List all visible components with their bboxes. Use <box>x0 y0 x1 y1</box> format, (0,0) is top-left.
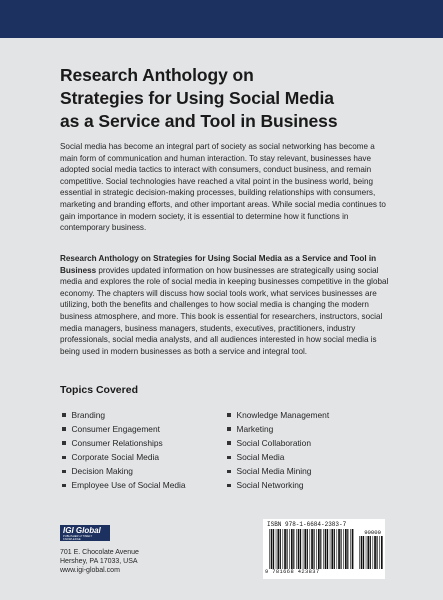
bullet-icon <box>227 441 231 445</box>
bullet-icon <box>227 470 231 474</box>
bullet-icon <box>62 427 66 431</box>
title-line-1: Research Anthology on <box>60 65 254 85</box>
barcode-bar <box>345 529 347 569</box>
description-paragraph-2-text: provides updated information on how businesses are strategically using social media and explores the role of social media in keeping businesses competitive in the global economy. The chapters will discuss how social tools work, what services businesses are utilizing, both the benefits and challenges to how social media is changing the modern business atmosphere, and more. This book is essential for researchers, instructors, social media managers, business managers, students, executives, practitioners, industry professionals, social media analysts, and all audiences interested in how social media is being used in modern businesses as both a service and integral tool. <box>60 265 389 356</box>
barcode-bar <box>310 529 311 569</box>
publisher-logo <box>60 525 110 541</box>
barcode-bar <box>347 529 348 569</box>
topic-label: Consumer Engagement <box>71 424 160 435</box>
bullet-icon <box>62 470 66 474</box>
barcode-bar <box>298 529 300 569</box>
topic-item <box>227 478 329 492</box>
isbn-label: ISBN 978-1-6684-2383-7 <box>267 521 347 528</box>
topic-label: Marketing <box>236 424 274 435</box>
barcode-bar <box>374 536 376 569</box>
barcode-bar <box>277 529 279 569</box>
barcode-bar <box>343 529 344 569</box>
price-code: 90000 <box>364 529 381 536</box>
address-city: Hershey, PA 17033, USA <box>60 558 138 566</box>
barcode-bar <box>273 529 274 569</box>
logo-name: IGI Global <box>63 525 101 535</box>
bullet-icon <box>62 456 66 460</box>
topic-label: Employee Use of Social Media <box>71 480 186 491</box>
barcode-digits: 9 781668 423837 <box>265 569 320 575</box>
barcode-bar <box>287 529 288 569</box>
bullet-icon <box>62 441 66 445</box>
topic-label: Decision Making <box>71 466 133 477</box>
topics-heading: Topics Covered <box>60 384 138 396</box>
barcode-bar <box>370 536 371 569</box>
top-color-band <box>0 0 443 38</box>
barcode-bar <box>377 536 378 569</box>
barcode-bar <box>291 529 293 569</box>
barcode-bar <box>327 529 328 569</box>
barcode-bar <box>271 529 273 569</box>
topic-label: Consumer Relationships <box>71 438 163 449</box>
barcode-bar <box>289 529 290 569</box>
barcode-bar <box>361 536 363 569</box>
barcode-bar <box>338 529 340 569</box>
barcode-bar <box>381 536 383 569</box>
barcode-bar <box>314 529 315 569</box>
address-street: 701 E. Chocolate Avenue <box>60 549 139 556</box>
bullet-icon <box>62 484 66 488</box>
topic-item <box>227 436 329 450</box>
barcode-bar <box>367 536 369 569</box>
barcode-bar <box>330 529 331 569</box>
barcode-bar <box>323 529 324 569</box>
barcode-bar <box>318 529 320 569</box>
barcode-bar <box>352 529 354 569</box>
barcode-bar <box>366 536 367 569</box>
barcode-bar <box>303 529 304 569</box>
bullet-icon <box>227 427 231 431</box>
topic-item <box>62 422 186 436</box>
topic-label: Social Collaboration <box>236 438 311 449</box>
topic-label: Social Media <box>236 452 285 463</box>
bullet-icon <box>62 413 66 417</box>
barcode-bar <box>304 529 306 569</box>
logo-tagline: PUBLISHER of TIMELY KNOWLEDGE <box>63 534 93 541</box>
barcode-bar <box>300 529 301 569</box>
barcode-bar <box>373 536 374 569</box>
bullet-icon <box>227 484 231 488</box>
barcode-bar <box>359 536 360 569</box>
barcode-bar <box>280 529 281 569</box>
barcode-bar <box>341 529 342 569</box>
description-paragraph-2 <box>60 253 390 357</box>
topic-label: Corporate Social Media <box>71 452 160 463</box>
topic-item <box>227 464 329 478</box>
description-bold-title: Research Anthology on Strategies for Using Social Media as a Service and Tool in Business <box>60 254 377 275</box>
barcode-bar <box>307 529 308 569</box>
barcode-bar <box>296 529 297 569</box>
description-paragraph-1: Social media has become an integral part of society as social networking has become a main form of communication and human interaction. To stay relevant, businesses have adopted social media tactics to interact with consumers, conduct business, and remain competitive. Social technologies have reached a vital point in the business world, being essential in strategic decision-making processes, building relationships with consumers, marketing and branding efforts, and other important areas. While social media continues to gain importance in modern society, it is essential to determine how it functions in contemporary business. <box>60 142 386 233</box>
barcode-bar <box>276 529 277 569</box>
barcode-bar <box>269 529 270 569</box>
publisher-website: www.igi-global.com <box>60 567 120 575</box>
barcode-bar <box>283 529 284 569</box>
barcode-bar <box>331 529 333 569</box>
barcode-bar <box>316 529 317 569</box>
topic-label: Social Media Mining <box>236 466 312 477</box>
barcode-bar <box>379 536 380 569</box>
isbn-barcode <box>263 519 385 579</box>
barcode-bar <box>337 529 338 569</box>
topic-item <box>227 450 329 464</box>
barcode-bar <box>350 529 351 569</box>
topics-list-right <box>227 408 329 493</box>
barcode-bar <box>363 536 364 569</box>
topic-label: Knowledge Management <box>236 410 330 420</box>
book-title <box>60 64 400 133</box>
barcode-bar <box>284 529 286 569</box>
barcode-bar <box>311 529 313 569</box>
topic-item <box>62 478 186 492</box>
title-line-2: Strategies for Using Social Media <box>60 88 334 108</box>
barcode-bar <box>334 529 335 569</box>
topic-item <box>62 436 186 450</box>
topic-item <box>62 450 186 464</box>
title-line-3: as a Service and Tool in Business <box>60 111 338 131</box>
topic-label: Branding <box>71 410 106 420</box>
bullet-icon <box>227 413 231 417</box>
bullet-icon <box>227 456 231 460</box>
barcode-bar <box>325 529 327 569</box>
barcode-bar <box>293 529 294 569</box>
topic-item <box>227 422 329 436</box>
barcode-bar <box>320 529 321 569</box>
topic-label: Social Networking <box>236 480 304 491</box>
topic-item <box>62 464 186 478</box>
topics-list-left <box>62 408 186 493</box>
topic-item <box>62 408 186 422</box>
publisher-address <box>60 548 139 576</box>
topic-item <box>227 408 329 422</box>
